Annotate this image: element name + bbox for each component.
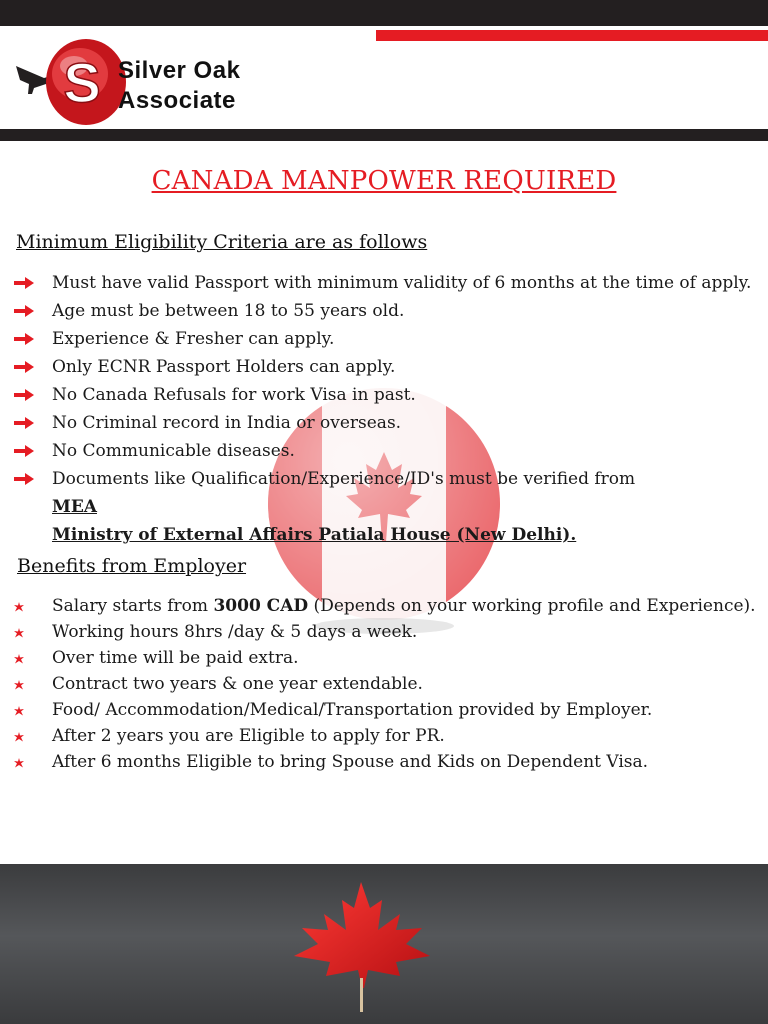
list-item: [0, 269, 760, 297]
right-arrow-icon: [14, 445, 34, 457]
list-item: [0, 437, 760, 465]
list-item: [0, 325, 760, 353]
logo-line-2: Associate: [118, 87, 236, 114]
list-item: [0, 619, 760, 645]
list-item-text: Over time will be paid extra.: [52, 648, 299, 668]
eligibility-list: [0, 269, 760, 549]
list-item: [0, 723, 760, 749]
benefits-heading: Benefits from Employer: [17, 555, 247, 577]
top-dark-bar: [0, 0, 768, 26]
right-arrow-icon: [14, 277, 34, 289]
right-arrow-icon: [14, 333, 34, 345]
list-item: [0, 593, 760, 619]
benefits-list: [0, 593, 760, 775]
list-item: [0, 353, 760, 381]
list-item: [0, 297, 760, 325]
logo-wordmark: [118, 56, 240, 116]
list-item-text: Food/ Accommodation/Medical/Transportation provided by Employer.: [52, 700, 653, 720]
right-arrow-icon: [14, 389, 34, 401]
list-item-text: Experience & Fresher can apply.: [52, 329, 335, 349]
red-star-icon: [14, 654, 24, 664]
ministry-emphasis: Ministry of External Affairs Patiala House (New Delhi).: [52, 525, 577, 545]
red-star-icon: [14, 732, 24, 742]
list-item: [0, 465, 760, 549]
red-star-icon: [14, 758, 24, 768]
right-arrow-icon: [14, 417, 34, 429]
header-bottom-bar: [0, 129, 768, 141]
right-arrow-icon: [14, 305, 34, 317]
list-item: [0, 645, 760, 671]
list-item-text: After 6 months Eligible to bring Spouse and Kids on Dependent Visa.: [52, 752, 649, 772]
eligibility-heading: Minimum Eligibility Criteria are as follows: [16, 231, 428, 253]
salary-amount: 3000 CAD: [213, 596, 309, 616]
list-item-text: Only ECNR Passport Holders can apply.: [52, 357, 396, 377]
list-item-text: No Canada Refusals for work Visa in past.: [52, 385, 416, 405]
list-item-text: No Criminal record in India or overseas.: [52, 413, 402, 433]
list-item: [0, 749, 760, 775]
logo-line-1: Silver Oak: [118, 57, 241, 84]
red-star-icon: [14, 602, 24, 612]
salary-suffix: (Depends on your working profile and Experience).: [308, 596, 756, 616]
list-item-text: Must have valid Passport with minimum validity of 6 months at the time of apply.: [52, 273, 752, 293]
list-item: [0, 697, 760, 723]
list-item-text: No Communicable diseases.: [52, 441, 295, 461]
list-item: [0, 381, 760, 409]
list-item-text: Working hours 8hrs /day & 5 days a week.: [52, 622, 418, 642]
logo-s-letter: S: [63, 51, 101, 114]
list-item-text: After 2 years you are Eligible to apply for PR.: [52, 726, 445, 746]
list-item: [0, 671, 760, 697]
red-accent-stripe: [376, 30, 768, 41]
list-item: [0, 409, 760, 437]
maple-leaf-icon: [288, 878, 434, 1012]
salary-prefix: Salary starts from: [52, 596, 214, 616]
page-title: CANADA MANPOWER REQUIRED: [151, 166, 617, 196]
mea-emphasis: MEA: [52, 497, 97, 517]
red-star-icon: [14, 706, 24, 716]
list-item-text: Contract two years & one year extendable.: [52, 674, 423, 694]
red-star-icon: [14, 628, 24, 638]
list-item-text: Age must be between 18 to 55 years old.: [52, 301, 405, 321]
red-star-icon: [14, 680, 24, 690]
list-item-text: Documents like Qualification/Experience/ID's must be verified from: [52, 469, 636, 489]
right-arrow-icon: [14, 361, 34, 373]
right-arrow-icon: [14, 473, 34, 485]
